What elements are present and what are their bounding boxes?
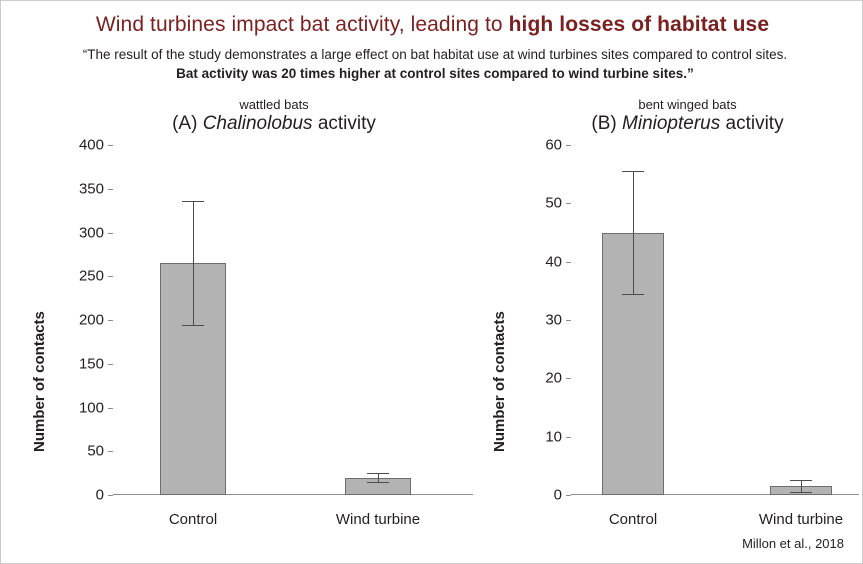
page-title-plain: Wind turbines impact bat activity, leading to [95, 13, 509, 36]
chart-b-y-tick-mark [566, 437, 571, 438]
chart-a-small-title: wattled bats [239, 97, 309, 112]
chart-a-y-tick-mark [108, 451, 113, 452]
chart-a-y-tick-label: 250 [78, 267, 104, 285]
chart-a-y-tick-mark [108, 145, 113, 146]
chart-panel-b [471, 97, 863, 537]
chart-b-y-tick-label: 50 [545, 194, 562, 212]
chart-b-error-bar [801, 480, 802, 492]
chart-b-y-tick-label: 40 [545, 253, 562, 271]
chart-a-y-axis-label: Number of contacts [31, 311, 48, 452]
chart-a-y-tick-label: 300 [78, 224, 104, 241]
chart-b-title-suffix: activity [720, 113, 784, 134]
chart-a-title [9, 113, 479, 135]
chart-a-x-category-label: Wind turbine [335, 511, 421, 528]
page-title-emphasis: high losses of habitat use [508, 13, 770, 36]
chart-a-title-genus: Chalinolobus [202, 113, 313, 134]
chart-a-error-cap [367, 473, 389, 474]
chart-b-title [471, 113, 863, 135]
page-title [1, 13, 863, 37]
chart-panel-a [9, 97, 479, 537]
chart-a-y-tick-label: 350 [78, 180, 104, 198]
chart-b-y-tick-label: 20 [545, 369, 562, 387]
chart-a-y-tick-label: 150 [78, 355, 104, 373]
chart-b-y-tick-label: 10 [545, 428, 562, 446]
chart-b-x-category-label: Control [608, 511, 658, 528]
chart-b-y-tick-mark [566, 495, 571, 496]
chart-a-error-bar [193, 201, 194, 325]
chart-b-x-category-label: Wind turbine [758, 511, 844, 528]
chart-b-y-tick-mark [566, 320, 571, 321]
subtitle-part-1: “The result of the study demonstrates a large effect on bat habitat use at wind turbines sites compared to control sites. [82, 47, 788, 62]
chart-b-error-cap [622, 171, 644, 172]
chart-b-y-tick-label: 30 [545, 311, 562, 329]
chart-a-error-cap [367, 482, 389, 483]
chart-a-y-tick-mark [108, 276, 113, 277]
chart-b-y-tick-mark [566, 203, 571, 204]
chart-a-y-tick-label: 400 [78, 136, 104, 154]
subtitle-quote [79, 45, 791, 83]
chart-b-error-cap [790, 480, 812, 481]
chart-a-y-tick-mark [108, 233, 113, 234]
chart-b-error-cap [622, 294, 644, 295]
chart-b-y-tick-label: 60 [545, 136, 562, 154]
chart-b-small-title: bent winged bats [638, 97, 737, 112]
chart-a-y-tick-label: 100 [78, 399, 104, 416]
chart-a-y-tick-mark [108, 189, 113, 190]
chart-a-y-tick-label: 50 [87, 442, 104, 460]
chart-b-y-tick-mark [566, 378, 571, 379]
chart-a-error-cap [182, 201, 204, 202]
chart-a-error-cap [182, 325, 204, 326]
chart-b-error-bar [633, 171, 634, 294]
chart-a-title-prefix: (A) [172, 113, 203, 134]
chart-b-y-tick-label: 0 [553, 486, 562, 504]
chart-a-y-tick-mark [108, 495, 113, 496]
chart-b-title-genus: Miniopterus [622, 113, 721, 134]
chart-b-error-cap [790, 492, 812, 493]
chart-a-title-suffix: activity [312, 113, 376, 134]
chart-a-plot-area [78, 136, 473, 528]
chart-b-plot-area [545, 136, 859, 528]
chart-a-y-tick-mark [108, 364, 113, 365]
chart-b-title-prefix: (B) [591, 113, 623, 134]
subtitle-part-2: Bat activity was 20 times higher at control sites compared to wind turbine sites.” [176, 66, 694, 81]
chart-a-y-tick-label: 200 [78, 311, 104, 329]
chart-b-y-tick-mark [566, 145, 571, 146]
chart-a-error-bar [378, 473, 379, 482]
chart-b-y-tick-mark [566, 262, 571, 263]
chart-b-y-axis-label: Number of contacts [491, 311, 508, 452]
chart-a-x-category-label: Control [168, 511, 218, 528]
source-credit: Millon et al., 2018 [742, 536, 844, 551]
chart-a-y-tick-mark [108, 320, 113, 321]
chart-a-y-tick-label: 0 [95, 486, 104, 504]
chart-a-y-tick-mark [108, 408, 113, 409]
